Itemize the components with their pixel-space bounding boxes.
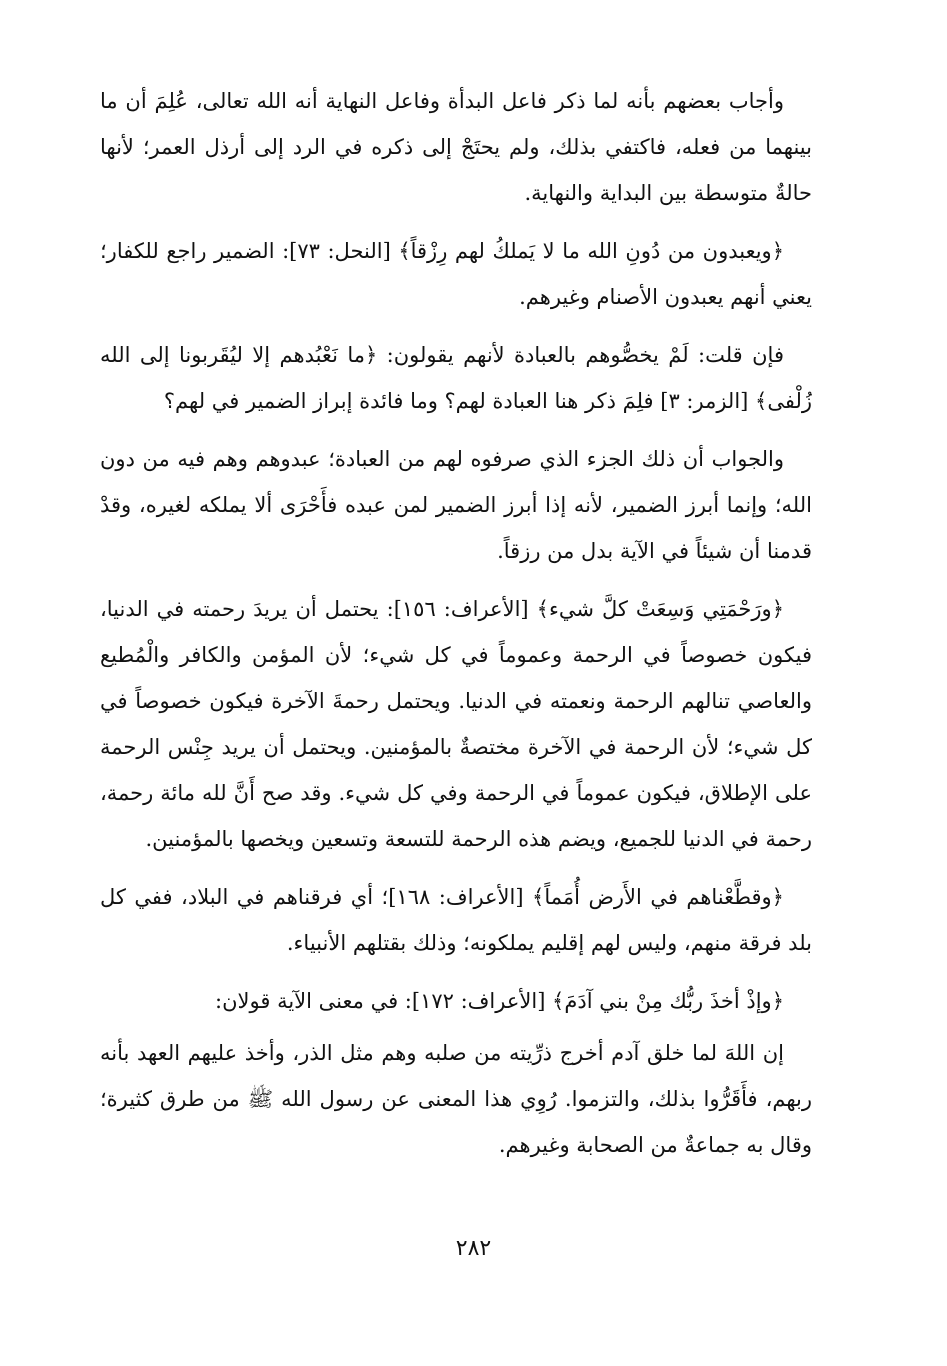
paragraph-verse-araf-168: ﴿وقطَّعْناهم في الأَرض أُمَماً﴾ [الأعراف: ١٦٨]؛ أي فرقناهم في البلاد، ففي كل بلد فرقة منهم، وليس لهم إقليم يملكونه؛ وذلك بقتلهم الأنبياء.	[100, 885, 812, 955]
paragraph-adam-covenant: إن اللهَ لما خلق آدم أخرج ذرِّيته من صلبه وهم مثل الذر، وأخذ عليهم العهد بأنه ربهم، فأَقَرُّوا بذلك، والتزموا. رُوِي هذا المعنى عن رسول الله ﷺ من طرق كثيرة؛ وقال به جماعةٌ من الصحابة وغيرهم.	[100, 1041, 812, 1157]
page-number: ٢٨٢	[455, 1236, 492, 1261]
paragraph-answer-intro: وأجاب بعضهم بأنه لما ذكر فاعل البدأة وفاعل النهاية أنه الله تعالى، عُلِمَ أن ما بينهما من فعله، فاكتفي بذلك، ولم يحتَجْ إلى ذكره في الرد إلى أرذل العمر؛ لأنها حالةٌ متوسطة بين البداية والنهاية.	[100, 89, 812, 205]
paragraph-verse-araf-156: ﴿ورَحْمَتِي وَسِعَتْ كلَّ شيء﴾ [الأعراف: ١٥٦]: يحتمل أن يريدَ رحمته في الدنيا، فيكون خصوصاً في الرحمة وعموماً في كل شيء؛ لأن المؤمن والكافر والْمُطيع والعاصي تنالهم الرحمة ونعمته في الدنيا. ويحتمل رحمةَ الآخرة فيكون خصوصاً في كل شيء؛ لأن الرحمة في الآخرة مختصةٌ بالمؤمنين. ويحتمل أن يريد جِنْس الرحمة على الإطلاق، فيكون عموماً في الرحمة وفي كل شيء. وقد صح أَنَّ لله مائة رحمة، رحمة في الدنيا للجميع، ويضم هذه الرحمة للتسعة وتسعين ويخصها بالمؤمنين.	[100, 597, 812, 851]
paragraph-verse-nahl-73: ﴿ويعبدون من دُونِ الله ما لا يَملكُ لهم رِزْقاً﴾ [النحل: ٧٣]: الضمير راجع للكفار؛ يعني أنهم يعبدون الأصنام وغيرهم.	[100, 239, 812, 309]
paragraph-question-worship: فإن قلت: لَمْ يخصُّوهم بالعبادة لأنهم يقولون: ﴿ما نَعْبُدهم إلا ليُقَربونا إلى الله زُلْفى﴾ [الزمر: ٣] فلِمَ ذكر هنا العبادة لهم؟ وما فائدة إبراز الضمير في لهم؟	[100, 343, 812, 413]
paragraph-answer-worship: والجواب أن ذلك الجزء الذي صرفوه لهم من العبادة؛ عبدوهم وهم فيه من دون الله؛ وإنما أبرز الضمير، لأنه إذا أبرز الضمير لمن عبده فأَحْرَى ألا يملكه لغيره، وقدْ قدمنا أن شيئاً في الآية بدل من رزقاً.	[100, 447, 812, 563]
page-body	[100, 78, 812, 1180]
paragraph-verse-araf-172: ﴿وإذْ أخذَ ربُّك مِنْ بني آدَمَ﴾ [الأعراف: ١٧٢]: في معنى الآية قولان:	[215, 989, 784, 1013]
